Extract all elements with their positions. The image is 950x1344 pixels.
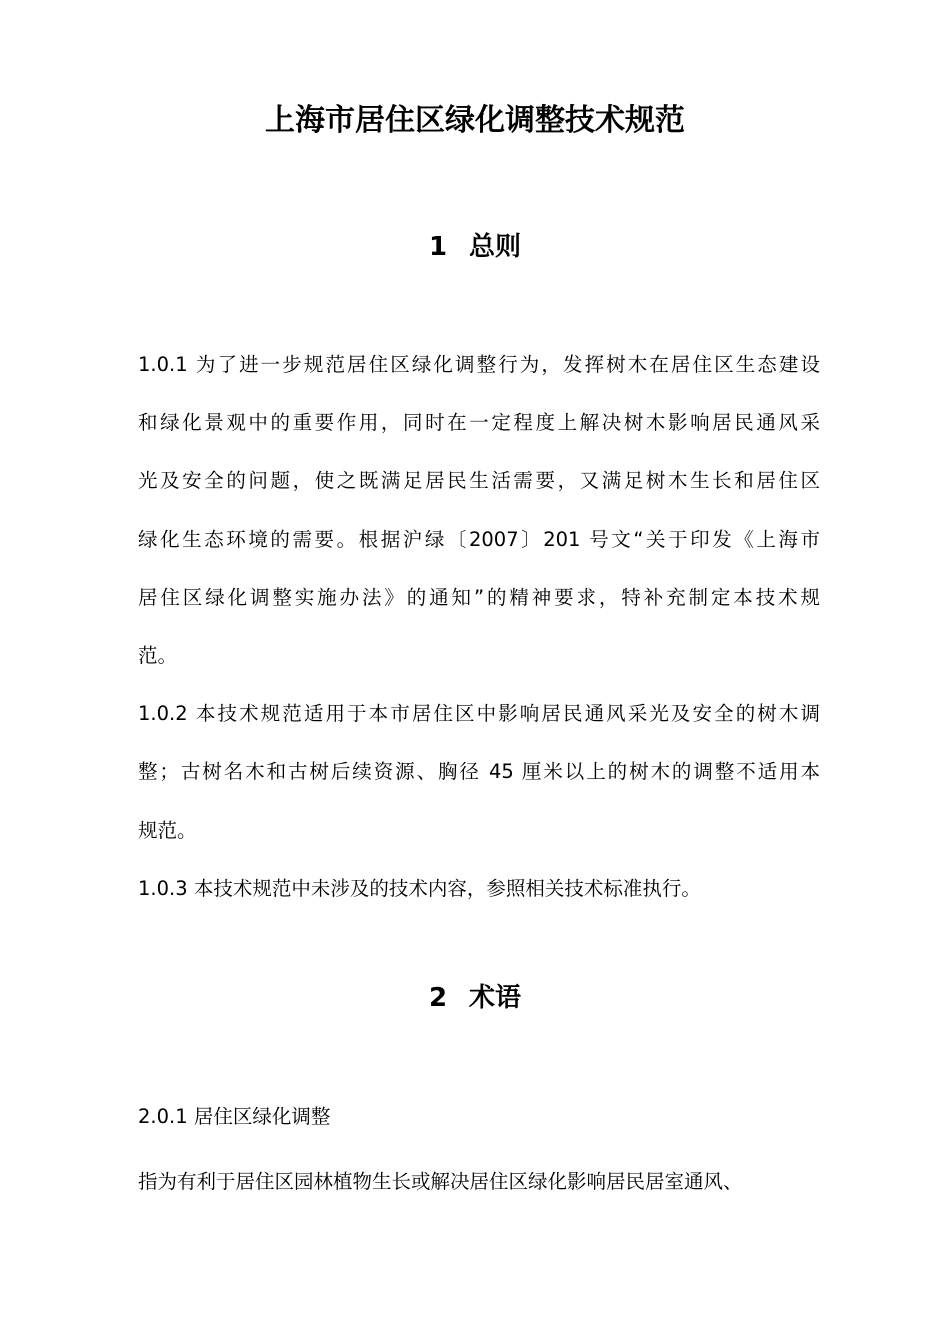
section-2-definition [138, 1153, 820, 1211]
section-number: 1 [428, 232, 448, 262]
text-line: 绿化生态环境的需要。根据沪绿〔2007〕201 号文“关于印发《上海市 [138, 527, 820, 551]
text-line: 1.0.1 为了进一步规范居住区绿化调整行为，发挥树木在居住区生态建设 [138, 353, 820, 376]
definition-paragraph [138, 1153, 820, 1211]
text-line: 和绿化景观中的重要作用，同时在一定程度上解决树木影响居民通风采 [138, 411, 820, 435]
text-line: 范。 [138, 644, 178, 668]
section-title: 术语 [469, 983, 522, 1013]
section-heading-2 [0, 978, 950, 1018]
clause-2-0-1 [138, 1088, 820, 1146]
clause-1-0-3 [138, 860, 820, 918]
text-line: 1.0.3 本技术规范中未涉及的技术内容，参照相关技术标准执行。 [138, 876, 701, 900]
text-line: 光及安全的问题，使之既满足居民生活需要，又满足树木生长和居住区 [138, 469, 820, 493]
clause-1-0-1 [138, 336, 820, 685]
text-line: 指为有利于居住区园林植物生长或解决居住区绿化影响居民居室通风、 [138, 1170, 743, 1193]
clause-1-0-2 [138, 685, 820, 860]
text-line: 整；古树名木和古树后续资源、胸径 45 厘米以上的树木的调整不适用本 [138, 760, 820, 784]
text-line: 1.0.2 本技术规范适用于本市居住区中影响居民通风采光及安全的树木调 [138, 702, 820, 726]
section-2-body [138, 1088, 820, 1146]
section-title: 总则 [469, 232, 522, 262]
section-heading-1 [0, 227, 950, 267]
section-number: 2 [428, 983, 448, 1013]
text-line: 居住区绿化调整实施办法》的通知”的精神要求，特补充制定本技术规 [138, 585, 820, 609]
document-title: 上海市居住区绿化调整技术规范 [265, 103, 685, 138]
section-1-body [138, 336, 820, 918]
text-line: 规范。 [138, 818, 197, 842]
text-line: 2.0.1 居住区绿化调整 [138, 1105, 331, 1128]
